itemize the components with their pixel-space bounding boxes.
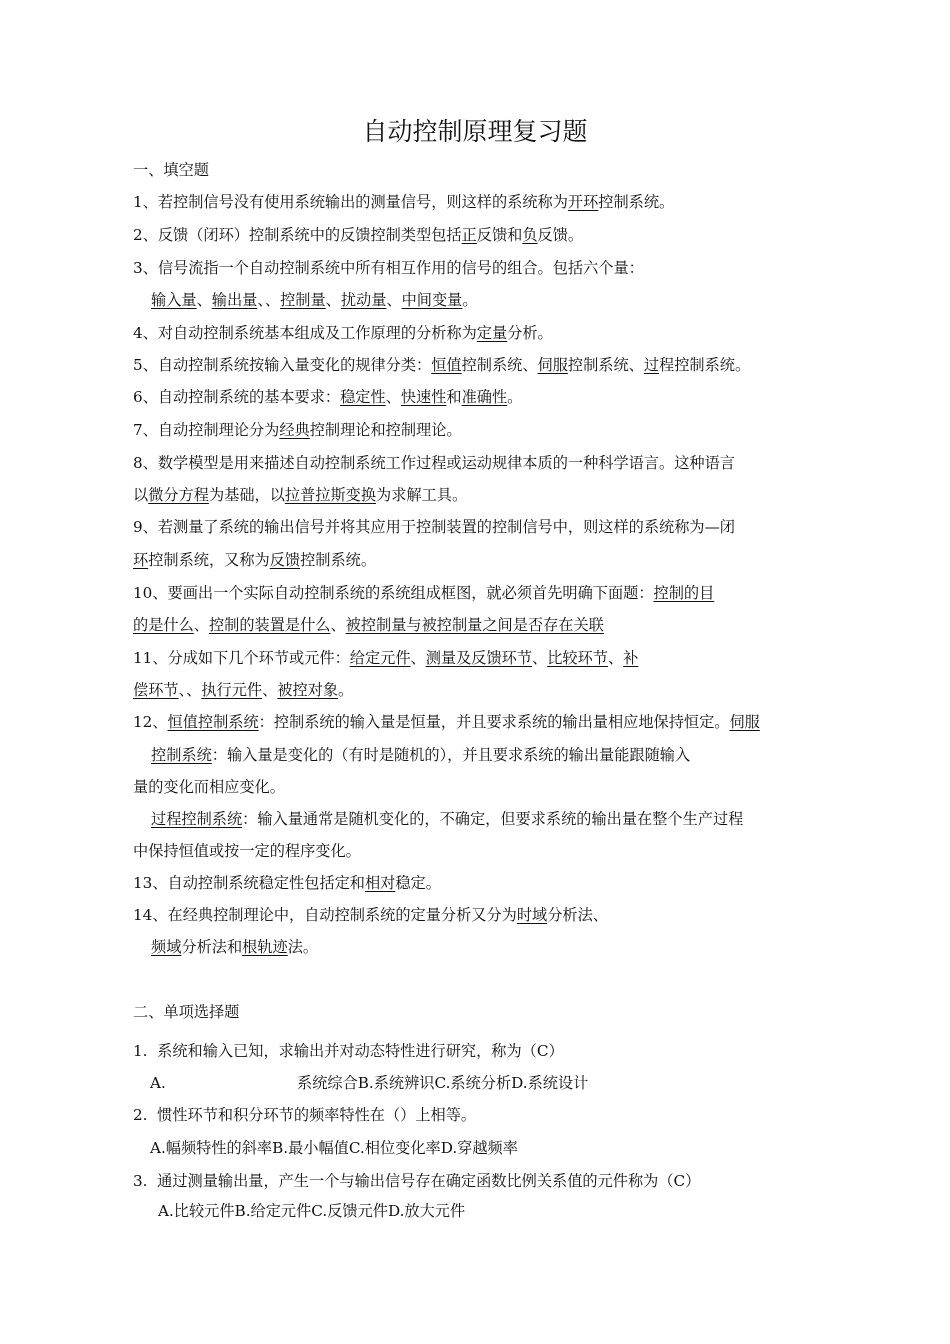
question-line	[133, 582, 714, 604]
question-line	[151, 289, 478, 311]
text-segment: 7、自动控制理论分为	[133, 421, 280, 439]
text-segment: 控制系统、	[567, 356, 644, 374]
text-segment: 、	[386, 291, 402, 309]
text-segment: A.幅频特性的斜率B.最小幅值C.相位变化率D.穿越频率	[150, 1139, 518, 1157]
answer-blank: 给定元件	[349, 649, 411, 667]
section-heading-fill-blank	[133, 159, 209, 181]
text-segment: 以	[133, 486, 149, 504]
text-segment: 3. 通过测量输出量，产生一个与输出信号存在确定函数比例关系值的元件称为（C）	[133, 1172, 701, 1190]
text-segment: 稳定。	[395, 874, 441, 892]
text-segment: 程控制系统。	[659, 356, 751, 374]
answer-blank: 伺服	[537, 356, 568, 374]
text-segment: 、	[385, 388, 401, 406]
answer-blank: 输入量	[151, 291, 197, 309]
question-line	[133, 679, 353, 701]
answer-blank: 被控对象	[277, 681, 339, 699]
option-line	[150, 1137, 518, 1159]
text-segment: 8、数学模型是用来描述自动控制系统工作过程或运动规律本质的一种科学语言。这种语言	[133, 454, 735, 472]
question-line	[133, 549, 376, 571]
answer-blank: 补	[623, 649, 639, 667]
text-segment: 14、在经典控制理论中，自动控制系统的定量分析又分为	[133, 906, 517, 924]
text-segment: 。	[338, 681, 354, 699]
question-line	[133, 904, 608, 926]
question-line	[133, 1170, 700, 1192]
answer-blank: 恒值	[431, 356, 462, 374]
text-segment: 2. 惯性环节和积分环节的频率特性在（）上相等。	[133, 1106, 477, 1124]
text-segment: 1. 系统和输入已知，求输出并对动态特性进行研究，称为（C）	[133, 1042, 564, 1060]
text-segment: 9、若测量了系统的输出信号并将其应用于控制装置的控制信号中，则这样的系统称为—闭	[133, 518, 735, 536]
answer-blank: 频域	[151, 938, 182, 956]
question-line	[133, 322, 553, 344]
text-segment: 控制系统。	[300, 551, 376, 569]
text-segment: 控制系统，又称为	[148, 551, 270, 569]
answer-blank: 定量	[476, 324, 508, 342]
text-segment: 、	[410, 649, 426, 667]
text-segment: ：输入量是变化的（有时是随机的），并且要求系统的输出量能跟随输入	[211, 746, 691, 764]
text-segment: 4、对自动控制系统基本组成及工作原理的分析称为	[133, 324, 477, 342]
text-segment: 控制系统。	[598, 193, 675, 211]
page-title: 自动控制原理复习题	[362, 117, 588, 146]
question-line	[133, 1040, 564, 1062]
answer-blank: 控制系统	[151, 746, 212, 764]
question-line	[133, 484, 467, 506]
text-segment: 、	[532, 649, 548, 667]
question-line	[151, 808, 743, 830]
answer-blank: 中间变量	[401, 291, 463, 309]
answer-blank: 恒值控制系统	[167, 713, 259, 731]
text-segment: 、	[262, 681, 278, 699]
answer-blank: 的是什么	[133, 616, 194, 634]
text-segment: 二、单项选择题	[133, 1003, 240, 1021]
option-line	[297, 1072, 588, 1094]
answer-blank: 负	[522, 226, 538, 244]
text-segment: 控制理论和控制理论。	[309, 421, 462, 439]
text-segment: A.	[150, 1074, 166, 1092]
answer-blank: 拉普拉斯变换	[284, 486, 376, 504]
text-segment: 、	[325, 291, 341, 309]
question-line	[133, 840, 361, 862]
text-segment: 分析。	[507, 324, 553, 342]
question-line	[151, 744, 690, 766]
text-segment: 、	[330, 616, 346, 634]
text-segment: 10、要画出一个实际自动控制系统的系统组成框图，就必须首先明确下面题：	[133, 584, 654, 602]
answer-blank: 输出量	[211, 291, 258, 309]
text-segment: 、	[607, 649, 624, 667]
text-segment: 一、填空题	[133, 161, 209, 179]
answer-blank: 测量及反馈环节	[425, 649, 533, 667]
answer-blank: 控制的装置是什么	[208, 616, 331, 634]
text-segment: 2、反馈（闭环）控制系统中的反馈控制类型包括	[133, 226, 462, 244]
answer-blank: 执行元件	[201, 681, 263, 699]
answer-blank: 开环	[567, 193, 599, 211]
text-segment: ：输入量通常是随机变化的，不确定，但要求系统的输出量在整个生产过程	[242, 810, 744, 828]
text-segment: 。	[462, 291, 478, 309]
answer-blank: 根轨迹	[242, 938, 288, 956]
text-segment: 分析法和	[181, 938, 243, 956]
answer-blank: 稳定性	[340, 388, 386, 406]
text-segment: 为基础，以	[208, 486, 285, 504]
answer-blank: 控制的目	[653, 584, 715, 602]
answer-blank: 正	[461, 226, 477, 244]
answer-blank: 准确性	[461, 388, 508, 406]
answer-blank: 相对	[364, 874, 396, 892]
question-line	[133, 191, 674, 213]
text-segment: 、	[196, 291, 212, 309]
text-segment: 系统综合B.系统辨识C.系统分析D.系统设计	[297, 1074, 589, 1092]
text-segment: 1、若控制信号没有使用系统输出的测量信号，则这样的系统称为	[133, 193, 568, 211]
answer-blank: 反馈	[269, 551, 301, 569]
text-segment: 3、信号流指一个自动控制系统中所有相互作用的信号的组合。包括六个量：	[133, 259, 644, 277]
question-line	[133, 776, 285, 798]
question-line	[133, 647, 638, 669]
text-segment: 和	[446, 388, 462, 406]
text-segment: 反馈和	[476, 226, 523, 244]
answer-blank: 被控制量与被控制量之间是否存在关联	[345, 616, 604, 634]
option-line	[150, 1072, 166, 1094]
text-segment: ：控制系统的输入量是恒量，并且要求系统的输出量相应地保持恒定。	[258, 713, 730, 731]
question-line	[151, 936, 318, 958]
text-segment: 量的变化而相应变化。	[133, 778, 285, 796]
text-segment: 、、	[178, 681, 202, 699]
text-segment: 法。	[287, 938, 319, 956]
answer-blank: 微分方程	[148, 486, 209, 504]
text-segment: 分析法、	[547, 906, 608, 924]
section-heading-single-choice	[133, 1001, 239, 1023]
answer-blank: 时域	[516, 906, 548, 924]
text-segment: 12、	[133, 713, 168, 731]
question-line	[133, 257, 644, 279]
text-segment: 5、自动控制系统按输入量变化的规律分类：	[133, 356, 432, 374]
text-segment: 、	[193, 616, 209, 634]
answer-blank: 过	[643, 356, 660, 374]
text-segment: 、、	[257, 291, 281, 309]
answer-blank: 比较环节	[547, 649, 608, 667]
answer-blank: 扰动量	[340, 291, 387, 309]
answer-blank: 偿环节	[133, 681, 179, 699]
question-line	[133, 452, 735, 474]
question-line	[133, 419, 462, 441]
text-segment: A.比较元件B.给定元件C.反馈元件D.放大元件	[158, 1202, 466, 1220]
question-line	[133, 1104, 476, 1126]
text-segment: 13、自动控制系统稳定性包括定和	[133, 874, 365, 892]
answer-blank: 环	[133, 551, 149, 569]
question-line	[133, 354, 750, 376]
answer-blank: 经典	[279, 421, 310, 439]
question-line	[133, 711, 760, 733]
text-segment: 中保持恒值或按一定的程序变化。	[133, 842, 361, 860]
answer-blank: 过程控制系统	[151, 810, 243, 828]
text-segment: 为求解工具。	[376, 486, 468, 504]
answer-blank: 伺服	[729, 713, 760, 731]
text-segment: 6、自动控制系统的基本要求：	[133, 388, 341, 406]
text-segment: 控制系统、	[461, 356, 538, 374]
question-line	[133, 224, 583, 246]
text-segment: 。	[507, 388, 523, 406]
answer-blank: 快速性	[400, 388, 447, 406]
question-line	[133, 872, 441, 894]
question-line	[133, 516, 735, 538]
answer-blank: 控制量	[280, 291, 326, 309]
option-line	[158, 1200, 465, 1222]
text-segment: 反馈。	[537, 226, 584, 244]
question-line	[133, 386, 522, 408]
question-line	[133, 614, 604, 636]
text-segment: 11、分成如下几个环节或元件：	[133, 649, 350, 667]
